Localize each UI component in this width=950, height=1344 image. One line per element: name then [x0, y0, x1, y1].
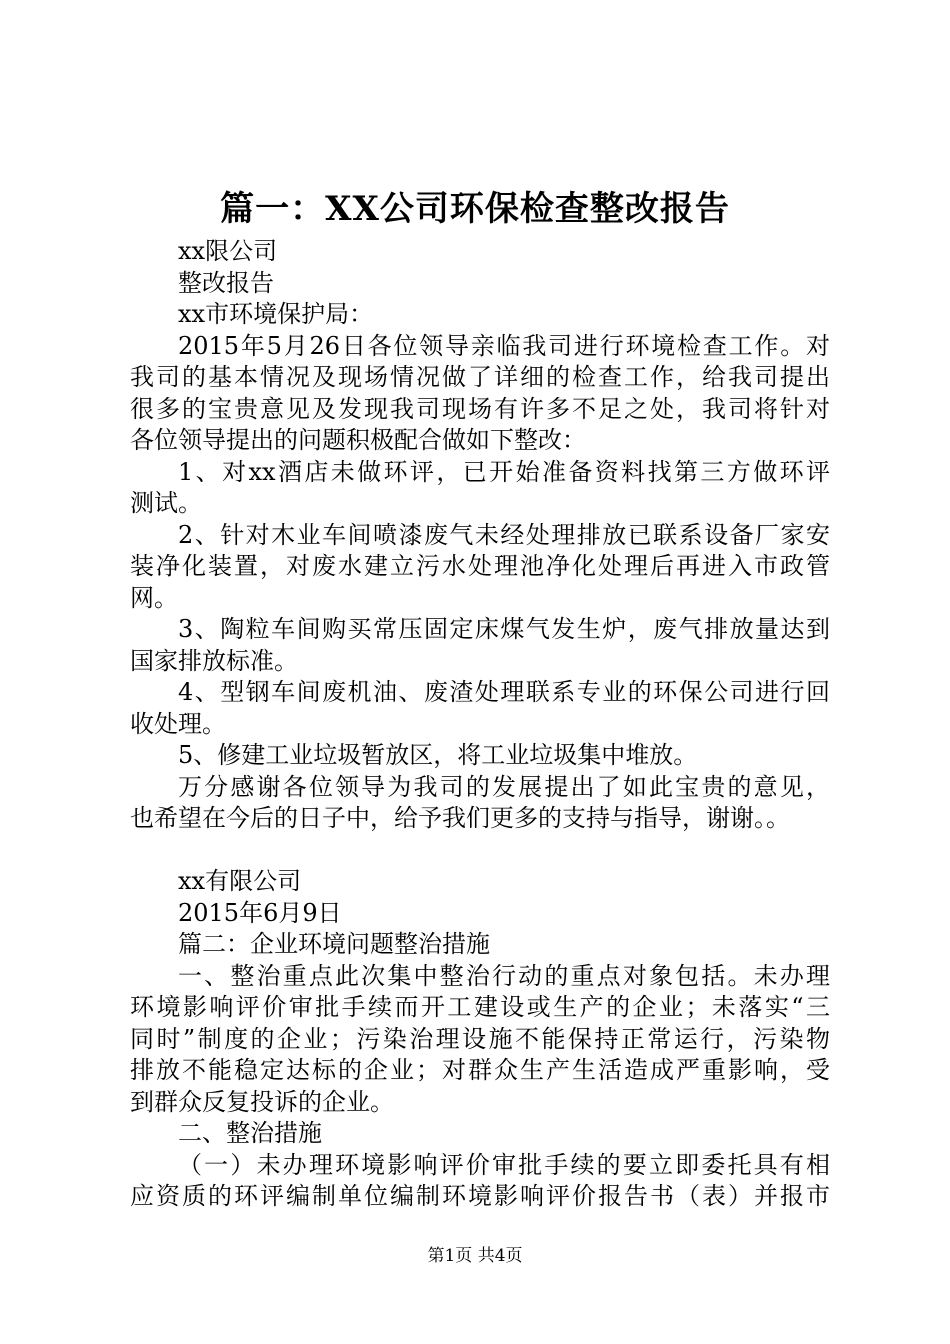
text-line: xx市环境保护局： — [178, 300, 374, 328]
text-line: （一）未办理环境影响评价审批手续的要立即委托具有相 — [178, 1150, 830, 1179]
page-number-footer: 第1页 共4页 — [427, 1246, 523, 1266]
text-line: 应资质的环评编制单位编制环境影响评价报告书（表）并报市 — [130, 1182, 830, 1210]
text-line: 测试。 — [130, 489, 202, 517]
blank-line — [130, 835, 830, 867]
text-line: 很多的宝贵意见及发现我司现场有许多不足之处，我司将针对 — [130, 394, 830, 423]
text-line: xx限公司 — [178, 237, 278, 265]
text-line: 3、陶粒车间购买常压固定床煤气发生炉，废气排放量达到 — [178, 615, 830, 643]
text-line: 4、型钢车间废机油、废渣处理联系专业的环保公司进行回 — [178, 678, 830, 706]
text-line: 5、修建工业垃圾暂放区，将工业垃圾集中堆放。 — [178, 741, 698, 769]
text-line: xx有限公司 — [178, 867, 302, 895]
text-line: 2015年6月9日 — [178, 898, 342, 927]
text-line: 万分感谢各位领导为我司的发展提出了如此宝贵的意见， — [178, 772, 830, 801]
text-line: 二、整治措施 — [178, 1119, 322, 1147]
text-line: 装净化装置，对废水建立污水处理池净化处理后再进入市政管 — [130, 552, 830, 580]
text-line: 2、针对木业车间喷漆废气未经处理排放已联系设备厂家安 — [178, 520, 830, 549]
text-line: 也希望在今后的日子中，给予我们更多的支持与指导，谢谢。。 — [130, 804, 790, 832]
text-line: 1、对xx酒店未做环评，已开始准备资料找第三方做环评 — [178, 457, 830, 486]
text-line: 环境影响评价审批手续而开工建设或生产的企业；未落实“三 — [130, 993, 830, 1021]
document-title: 篇一：XX公司环保检查整改报告 — [220, 189, 730, 229]
text-line: 篇二：企业环境问题整治措施 — [178, 930, 490, 958]
text-line: 排放不能稳定达标的企业；对群众生产生活造成严重影响，受 — [130, 1056, 830, 1084]
text-line: 我司的基本情况及现场情况做了详细的检查工作，给我司提出 — [130, 363, 830, 391]
text-line: 同时”制度的企业；污染治理设施不能保持正常运行，污染物 — [130, 1024, 830, 1053]
text-line: 网。 — [130, 583, 178, 612]
text-line: 国家排放标准。 — [130, 646, 298, 675]
text-line: 收处理。 — [130, 709, 226, 738]
text-line: 各位领导提出的问题积极配合做如下整改： — [130, 426, 586, 454]
document-body — [130, 236, 830, 1213]
text-line: 一、整治重点此次集中整治行动的重点对象包括。未办理 — [178, 961, 830, 990]
text-line: 整改报告 — [178, 268, 274, 297]
text-line: 2015年5月26日各位领导亲临我司进行环境检查工作。对 — [178, 331, 830, 360]
text-line: 到群众反复投诉的企业。 — [130, 1087, 394, 1116]
